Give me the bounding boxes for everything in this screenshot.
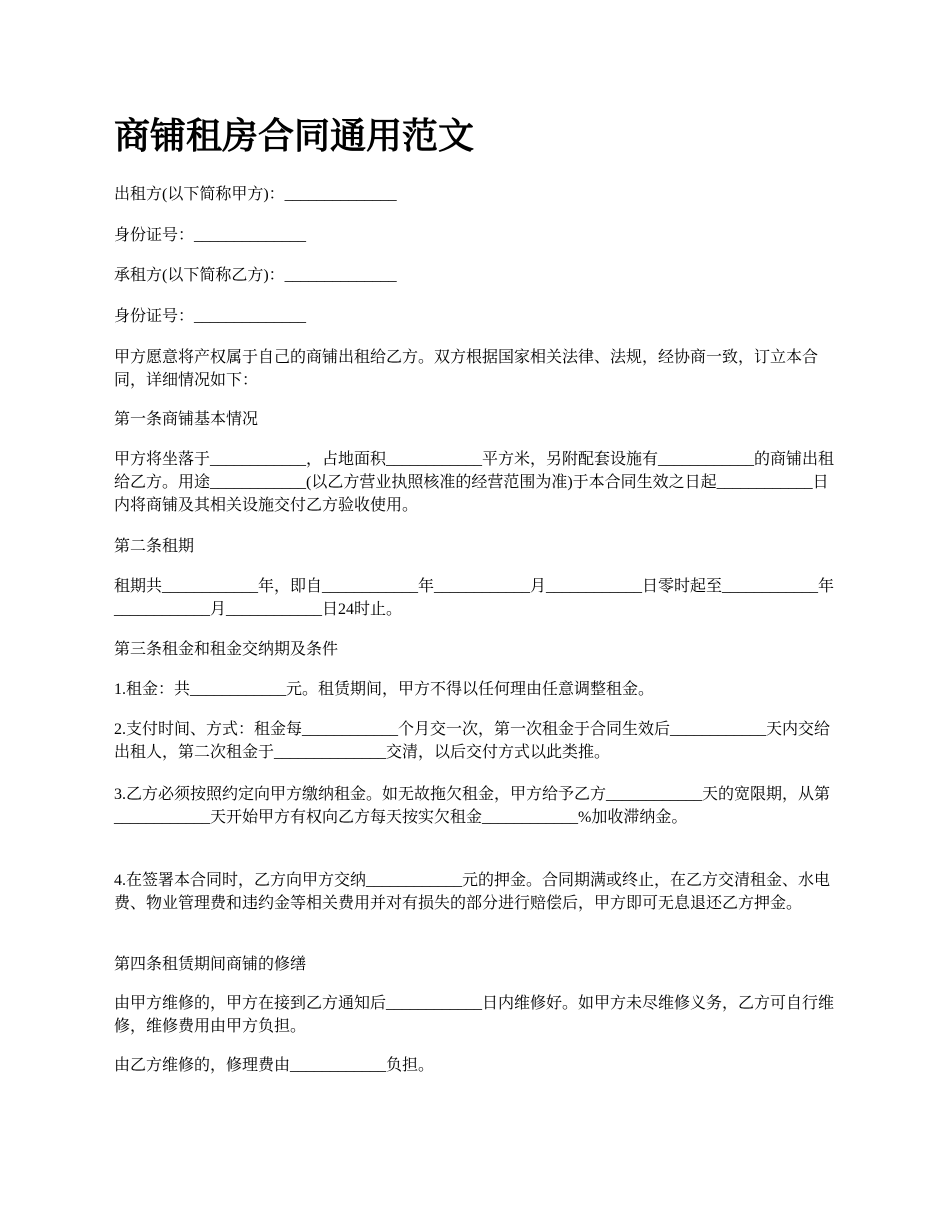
lessee-id-line: 身份证号：______________ bbox=[114, 308, 307, 325]
intro-paragraph: 甲方愿意将产权属于自己的商铺出租给乙方。双方根据国家相关法律、法规，经协商一致，订立本合同，详细情况如下： bbox=[114, 349, 819, 389]
lessee-line: 承租方(以下简称乙方)：______________ bbox=[114, 267, 397, 284]
article-2-heading: 第二条租期 bbox=[114, 538, 195, 555]
repair-by-lessee: 由乙方维修的，修理费由____________负担。 bbox=[114, 1057, 435, 1074]
article-1-body: 甲方将坐落于____________，占地面积____________平方米，另附配套设施有____________的商铺出租给乙方。用途____________(以乙方营业执照核准的经营范围为准)于本合同生效之日起____________日内将商铺及其相关设施交付乙方验收使用。 bbox=[114, 451, 835, 514]
rent-clause-3: 3.乙方必须按照约定向甲方缴纳租金。如无故拖欠租金，甲方给予乙方____________天的宽限期，从第____________天开始甲方有权向乙方每天按实欠租金____________%加收滞纳金。 bbox=[114, 786, 831, 826]
rent-clause-1: 1.租金：共____________元。租赁期间，甲方不得以任何理由任意调整租金。 bbox=[114, 681, 655, 698]
article-3-heading: 第三条租金和租金交纳期及条件 bbox=[114, 641, 339, 658]
rent-clause-2: 2.支付时间、方式：租金每____________个月交一次，第一次租金于合同生效后____________天内交给出租人，第二次租金于______________交清，以后交付方式以此类推。 bbox=[114, 721, 831, 761]
article-1-heading: 第一条商铺基本情况 bbox=[114, 411, 259, 428]
article-4-heading: 第四条租赁期间商铺的修缮 bbox=[114, 956, 307, 973]
lessor-id-line: 身份证号：______________ bbox=[114, 227, 307, 244]
rent-clause-4: 4.在签署本合同时，乙方向甲方交纳____________元的押金。合同期满或终止，在乙方交清租金、水电费、物业管理费和违约金等相关费用并对有损失的部分进行赔偿后，甲方即可无息退还乙方押金。 bbox=[114, 872, 831, 912]
lessor-line: 出租方(以下简称甲方)：______________ bbox=[114, 186, 397, 203]
document-title: 商铺租房合同通用范文 bbox=[114, 115, 475, 157]
article-2-body: 租期共____________年，即自____________年____________月____________日零时起至____________年____________月____________日24时止。 bbox=[114, 578, 835, 618]
repair-by-lessor: 由甲方维修的，甲方在接到乙方通知后____________日内维修好。如甲方未尽维修义务，乙方可自行维修，维修费用由甲方负担。 bbox=[114, 995, 835, 1035]
